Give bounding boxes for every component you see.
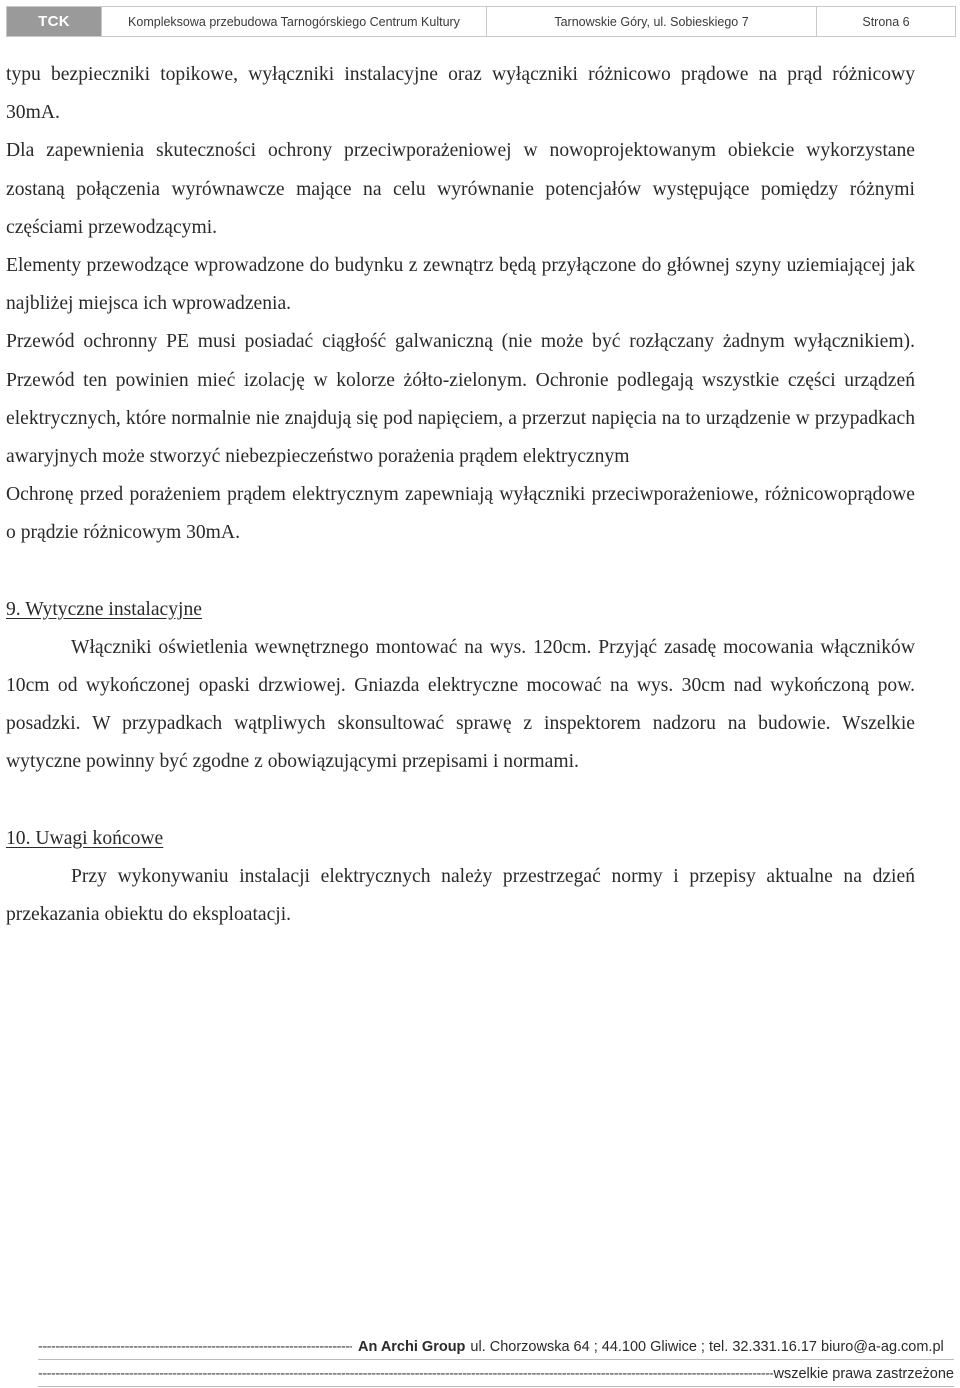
footer-rights-line	[38, 1362, 954, 1386]
footer-divider	[38, 1386, 954, 1387]
paragraph: Dla zapewnienia skuteczności ochrony przeciwporażeniowej w nowoprojektowanym obiekcie wykorzystane zostaną połączenia wyrównawcze mające na celu wyrównanie potencjałów występujące pomiędzy różnymi częściami przewodzącymi.	[6, 140, 915, 238]
footer-company: An Archi Group	[358, 1339, 466, 1355]
footer-company-line	[38, 1335, 954, 1359]
spacer	[6, 553, 915, 591]
paragraph: Ochronę przed porażeniem prądem elektrycznym zapewniają wyłączniki przeciwporażeniowe, różnicowoprądowe o prądzie różnicowym 30mA.	[6, 484, 915, 544]
footer-dashes	[38, 1366, 773, 1382]
header-title: Kompleksowa przebudowa Tarnogórskiego Centrum Kultury	[102, 7, 487, 36]
section-10-heading: 10. Uwagi końcowe	[6, 827, 164, 849]
section-heading	[6, 591, 915, 629]
page-header	[6, 6, 956, 37]
document-body	[6, 56, 915, 934]
paragraph: Przewód ochronny PE musi posiadać ciągłość galwaniczną (nie może być rozłączany żadnym wyłącznikiem). Przewód ten powinien mieć izolację w kolorze żółto-zielonym. Ochronie podlegają wszystkie części urządzeń elektrycznych, które normalnie nie znajdują się pod napięciem, a przerzut napięcia na to urządzenie w przypadkach awaryjnych może stworzyć niebezpieczeństwo porażenia prądem elektrycznym	[6, 331, 915, 468]
paragraph: Elementy przewodzące wprowadzone do budynku z zewnątrz będą przyłączone do głównej szyny uziemiającej jak najbliżej miejsca ich wprowadzenia.	[6, 255, 915, 315]
footer-dashes	[38, 1339, 352, 1355]
section-10-text: Przy wykonywaniu instalacji elektrycznych należy przestrzegać normy i przepisy aktualne na dzień przekazania obiektu do eksploatacji.	[6, 865, 915, 926]
section-9-heading: 9. Wytyczne instalacyjne	[6, 598, 202, 620]
header-logo: TCK	[7, 7, 102, 36]
spacer	[6, 782, 915, 820]
section-heading	[6, 820, 915, 858]
header-address: Tarnowskie Góry, ul. Sobieskiego 7	[487, 7, 817, 36]
header-page-number: Strona 6	[862, 14, 910, 29]
footer-contact: ul. Chorzowska 64 ; 44.100 Gliwice ; tel. 32.331.16.17 biuro@a-ag.com.pl	[470, 1339, 944, 1355]
section-9-text: Włączniki oświetlenia wewnętrznego montować na wys. 120cm. Przyjąć zasadę mocowania włączników 10cm od wykończonej opaski drzwiowej. Gniazda elektryczne mocować na wys. 30cm nad wykończoną pow. posadzki. W przypadkach wątpliwych skonsultować sprawę z inspektorem nadzoru na budowie. Wszelkie wytyczne powinny być zgodne z obowiązującymi przepisami i normami.	[6, 636, 915, 773]
footer-divider	[38, 1359, 954, 1360]
paragraph: typu bezpieczniki topikowe, wyłączniki instalacyjne oraz wyłączniki różnicowo prądowe na prąd różnicowy 30mA.	[6, 64, 915, 124]
footer-rights: wszelkie prawa zastrzeżone	[773, 1366, 954, 1382]
